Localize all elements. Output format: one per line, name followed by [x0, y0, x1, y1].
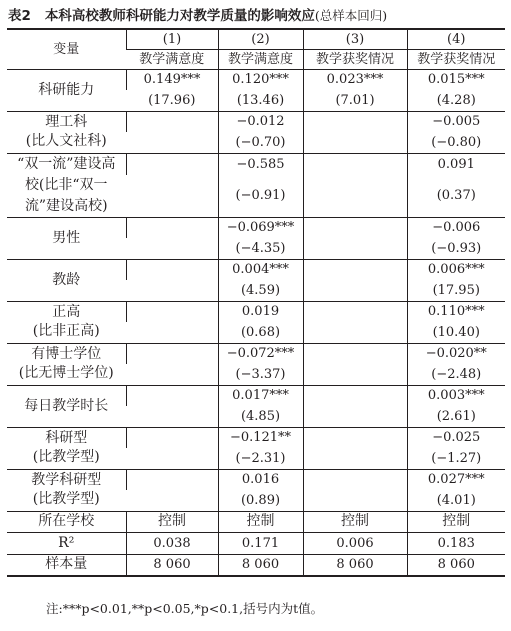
t-value: [126, 448, 218, 469]
table-title: [8, 5, 508, 27]
dependent-variable: 教学满意度: [218, 49, 303, 69]
column-number: (1): [126, 29, 218, 49]
table-number: 表2: [8, 8, 31, 24]
t-value: (−2.31): [218, 448, 303, 469]
control-flag: 控制: [126, 511, 218, 533]
row-label-line: “双一流”建设高: [17, 155, 116, 172]
row-label-line: (比人文社科): [25, 133, 107, 149]
coefficient: −0.006: [407, 217, 505, 238]
row-label: [7, 301, 126, 343]
coefficient: 0.120***: [218, 69, 303, 90]
t-value: (−3.37): [218, 364, 303, 385]
row-label: 教龄: [7, 259, 126, 301]
coefficient: −0.005: [407, 111, 505, 132]
coefficient: −0.025: [407, 427, 505, 448]
r-squared: 0.038: [126, 533, 218, 555]
t-value: (17.95): [407, 280, 505, 301]
table-note: 注:***p<0.01,**p<0.05,*p<0.1,括号内为t值。: [46, 601, 324, 616]
coefficient: 0.149***: [126, 69, 218, 90]
table-row: [7, 343, 505, 364]
r-squared: 0.171: [218, 533, 303, 555]
coefficient: 0.110***: [407, 301, 505, 322]
coefficient: [303, 217, 407, 238]
coefficient: −0.069***: [218, 217, 303, 238]
row-label: [7, 153, 126, 217]
coefficient: 0.091: [407, 153, 505, 175]
row-label: [7, 343, 126, 385]
t-value: (0.68): [218, 322, 303, 343]
row-label: 男性: [7, 217, 126, 259]
coefficient: 0.017***: [218, 385, 303, 406]
sample-size: 8 060: [126, 554, 218, 576]
row-label-line: 理工科: [45, 114, 88, 130]
r-squared: 0.006: [303, 533, 407, 555]
row-label-line: 正高: [52, 304, 81, 320]
sample-size: 8 060: [407, 554, 505, 576]
t-value: (−4.35): [218, 238, 303, 259]
table-row: [7, 217, 505, 238]
t-value: [126, 132, 218, 153]
table-row-controls: [7, 511, 505, 533]
row-label: [7, 427, 126, 469]
coefficient: [303, 259, 407, 280]
t-value: (−0.70): [218, 132, 303, 153]
row-label-line: 校(比非“双一: [24, 176, 108, 193]
coefficient: 0.004***: [218, 259, 303, 280]
row-label: 样本量: [7, 554, 126, 576]
row-label-line: 流”建设高校): [24, 197, 108, 214]
coefficient: [303, 385, 407, 406]
t-value: (17.96): [148, 92, 196, 108]
coefficient: [303, 469, 407, 490]
coefficient: [126, 301, 218, 322]
row-label: R²: [7, 533, 126, 555]
t-value: [126, 490, 218, 511]
coefficient: [126, 111, 218, 132]
control-flag: 控制: [407, 511, 505, 533]
table-row: [7, 301, 505, 322]
coefficient: −0.072***: [218, 343, 303, 364]
column-number: (2): [218, 29, 303, 49]
row-label-line: 有博士学位: [31, 346, 102, 362]
table-row: [7, 69, 505, 90]
t-value: (−1.27): [407, 448, 505, 469]
row-label-line: (比教学型): [32, 449, 100, 465]
regression-table: [7, 28, 505, 577]
t-value: (−0.80): [407, 132, 505, 153]
row-label-line: 教学科研型: [31, 472, 102, 488]
coefficient: 0.027***: [407, 469, 505, 490]
header-row-numbers: [7, 29, 505, 49]
t-value: [303, 322, 407, 343]
dependent-variable: 教学满意度: [126, 49, 218, 69]
table-row-r2: [7, 533, 505, 555]
row-label-line: (比非正高): [32, 323, 100, 339]
coefficient: [303, 427, 407, 448]
t-value: [126, 175, 218, 218]
coefficient: [126, 217, 218, 238]
dependent-variable: 教学获奖情况: [303, 49, 407, 69]
table-subtitle: (总样本回归): [314, 8, 388, 23]
coefficient: [126, 427, 218, 448]
t-value: (4.59): [218, 280, 303, 301]
row-label: [7, 111, 126, 153]
table-title-text: 本科高校教师科研能力对教学质量的影响效应: [44, 8, 315, 24]
variable-header: 变量: [7, 29, 126, 69]
row-label: 科研能力: [7, 69, 126, 111]
coefficient: 0.019: [218, 301, 303, 322]
t-value: (0.37): [407, 175, 505, 218]
t-value: (10.40): [407, 322, 505, 343]
coefficient: 0.016: [218, 469, 303, 490]
coefficient: [303, 111, 407, 132]
table-row: [7, 427, 505, 448]
t-value: (−0.93): [407, 238, 505, 259]
coefficient: −0.585: [218, 153, 303, 175]
t-value: (−0.91): [218, 175, 303, 218]
t-value: (4.01): [407, 490, 505, 511]
t-value: (−2.48): [407, 364, 505, 385]
row-label-line: (比无博士学位): [18, 365, 114, 381]
sample-size: 8 060: [303, 554, 407, 576]
t-value: [126, 322, 218, 343]
row-label: [7, 469, 126, 511]
coefficient: 0.006***: [407, 259, 505, 280]
coefficient: [126, 343, 218, 364]
row-label-line: 科研型: [45, 430, 88, 446]
coefficient: [303, 343, 407, 364]
control-flag: 控制: [218, 511, 303, 533]
t-value: (4.28): [407, 90, 505, 111]
control-flag: 控制: [303, 511, 407, 533]
coefficient: −0.020**: [407, 343, 505, 364]
t-value: (7.01): [303, 90, 407, 111]
t-value: [303, 490, 407, 511]
t-value: [303, 406, 407, 427]
t-value: [303, 448, 407, 469]
table-row: [7, 111, 505, 132]
coefficient: 0.003***: [407, 385, 505, 406]
coefficient: −0.012: [218, 111, 303, 132]
t-value: [303, 364, 407, 385]
coefficient: [126, 385, 218, 406]
t-value: [126, 406, 218, 427]
row-label-line: (比教学型): [32, 491, 100, 507]
row-label: 每日教学时长: [7, 385, 126, 427]
dependent-variable: 教学获奖情况: [407, 49, 505, 69]
table-row: [7, 385, 505, 406]
sample-size: 8 060: [218, 554, 303, 576]
r-squared: 0.183: [407, 533, 505, 555]
table-row: [7, 259, 505, 280]
t-value: (2.61): [407, 406, 505, 427]
table-row-sample-size: [7, 554, 505, 576]
coefficient: [303, 301, 407, 322]
t-value: [303, 132, 407, 153]
coefficient: [303, 153, 407, 175]
coefficient: −0.121**: [218, 427, 303, 448]
row-label: 所在学校: [7, 511, 126, 533]
coefficient: [126, 259, 218, 280]
t-value: [126, 238, 218, 259]
coefficient: 0.015***: [407, 69, 505, 90]
coefficient: 0.023***: [303, 69, 407, 90]
column-number: (4): [407, 29, 505, 49]
t-value: [303, 238, 407, 259]
column-number: (3): [303, 29, 407, 49]
coefficient: [126, 469, 218, 490]
t-value: (0.89): [218, 490, 303, 511]
t-value: [126, 364, 218, 385]
table-row: [7, 153, 505, 175]
coefficient: [126, 153, 218, 175]
table-row: [7, 469, 505, 490]
t-value: [303, 280, 407, 301]
t-value: [303, 175, 407, 218]
t-value: (13.46): [218, 90, 303, 111]
t-value: [126, 280, 218, 301]
t-value: (4.85): [218, 406, 303, 427]
